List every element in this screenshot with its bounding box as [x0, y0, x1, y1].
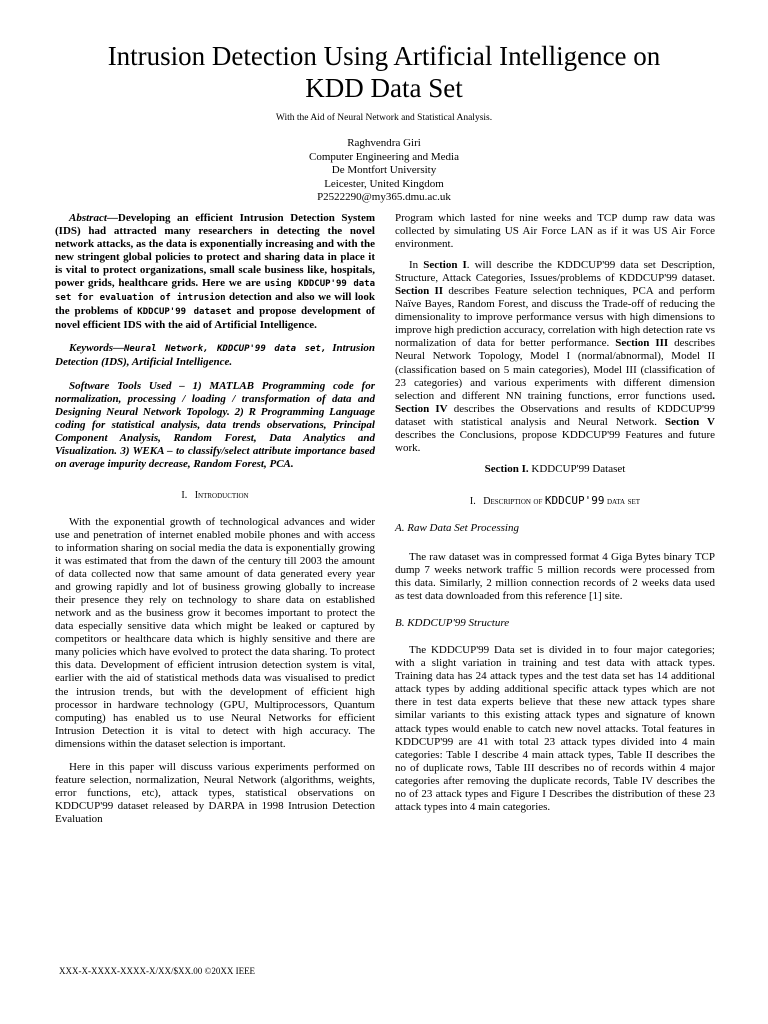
abstract-mono-2: KDDCUP'99 dataset	[137, 307, 232, 318]
overview-section-1: Section I	[423, 259, 467, 272]
overview-text-1: In	[409, 259, 424, 272]
paper-subtitle: With the Aid of Neural Network and Statistical Analysis.	[275, 113, 493, 123]
keywords-text: Intrusion Detection (IDS), Artificial Intelligence.	[55, 342, 375, 369]
description-heading	[395, 494, 715, 508]
right-column	[395, 212, 715, 814]
abstract-text-b: detection and also we will look the problems of	[55, 291, 375, 318]
section-i-heading	[395, 463, 715, 476]
left-column	[55, 212, 375, 826]
overview-text-3: describes Feature selection techniques, PCA and perform Naïve Bayes, Random Forest, and discuss the Trade-off of reducing the dimensionality to improve performance versus with high dimensions to improve high prediction accuracy, correlation with high detection rate vs normalization of data for better performance.	[395, 285, 716, 350]
author-block	[0, 137, 768, 205]
overview-section-4: . Section IV	[395, 389, 715, 415]
keywords	[55, 342, 375, 369]
software-tools: Software Tools Used – 1) MATLAB Programming code for normalization, processing / loading / transformation of data and Designing Neural Network Topology. 2) R Programming Language coding for statistical analysis, data trends observations, Principal Component Analysis, Random Forest, Data Analytics and Visualization. 3) WEKA – to classify/select attribute importance based on average impurity decrease, Random Forest, PCA.	[55, 379, 375, 470]
sections-overview	[395, 259, 715, 455]
title-line-1: Intrusion Detection Using Artificial Intelligence on	[107, 41, 661, 71]
intro-heading	[55, 489, 375, 502]
overview-text-4: describes Neural Network Topology, Model I (normal/abnormal), Model II (classification based on 5 main categories), Model III (classification of 23 categories) and various experiments with different dimension selection and different NN training functions, error functions used	[395, 337, 716, 402]
subsection-b-para: The KDDCUP'99 Data set is divided in to four major categories; with a slight variation in training and test data with attack types. Training data has 24 attack types and the test data set has 14 additional attack types by adding additional specific attack types which are not there in test data experts believe that these new attack types share similar variants to this existing attack types and signature of known attack types would enable to catch new novel attacks. Total features in KDDCUP'99 are 41 with total 23 attack types divided into 4 main categories: Table I describe 4 main attack types, Table II describes the no of duplicate rows, Table III describes no of records within 4 major categories after removing the duplicate records, Table IV describes the no of 23 attack types and Figure I Describes the distribution of these 23 attack types into 4 main categories.	[395, 644, 715, 813]
overview-text-5: describes the Observations and results of KDDCUP'99 dataset with statistical analysis and Neural Network.	[395, 402, 715, 428]
abstract-dash: —	[106, 212, 118, 224]
keywords-mono: Neural Network, KDDCUP'99 data set,	[124, 344, 327, 355]
author-dept: Computer Engineering and Media	[309, 150, 459, 163]
overview-section-3: Section III	[615, 337, 669, 350]
intro-para-1: With the exponential growth of technological advances and wider use and penetration of internet enabled mobile phones and with access to information sharing on social media the data is exponentially growing it was estimated that from the dawn of the century till 2003 the amount of data collected now that same amount of data generated every year and growing rapidly and lot of business growing globally to increase their presence they rely on technology to share data on established network and as the business grow it becomes important to protect the data especially sensitive data which might be leaked or captured by competitors or healthcare data which is highly sensitive and there are many policies which have evolved to protect the data sharing. To protect this data. Development of efficient intrusion detection system is vital, earlier with the aid of statistical methods data was visualised to predict the intrusion trends, but with the development of efficient high processor in hardware technology (GPU, Multiprocessors, Quantum computing) has enabled us to use Neural Networks for efficient Intrusion Detection it is vital to detect with high accuracy. The dimensions within the dataset selection is important.	[55, 515, 375, 750]
abstract-text-c: and propose development of novel efficient IDS with the aid of Artificial Intelligence.	[55, 305, 375, 332]
subsection-a-para: The raw dataset was in compressed format 4 Giga Bytes binary TCP dump 7 weeks network traffic 5 million records were processed from this data. Similarly, 2 million connection records of 2 weeks data used as test data downloaded from this reference [1] site.	[395, 550, 715, 603]
intro-heading-text: Introduction	[194, 489, 249, 501]
author-university: De Montfort University	[331, 164, 437, 176]
description-mono: KDDCUP'99	[544, 493, 605, 507]
overview-text-2: . will describe the KDDCUP'99 data set Description, Structure, Attack Categories, Issues/problems of KDDCUP'99 dataset.	[395, 259, 715, 285]
abstract-mono: using KDDCUP'99 data set for evaluation of intrusion	[55, 279, 376, 304]
section-i-label: Section I.	[484, 462, 529, 475]
author-location: Leicester, United Kingdom	[324, 177, 444, 190]
abstract	[55, 212, 375, 332]
paper-title	[0, 40, 768, 104]
intro-numeral: I.	[181, 489, 188, 501]
title-line-2: KDD Data Set	[305, 73, 463, 103]
copyright-footer: XXX-X-XXXX-XXXX-X/XX/$XX.00 ©20XX IEEE	[59, 966, 256, 976]
section-i-title: KDDCUP'99 Dataset	[528, 462, 626, 475]
overview-section-2: Section II	[395, 285, 444, 298]
keywords-label: Keywords—	[69, 342, 124, 355]
abstract-text-a: Developing an efficient Intrusion Detection System (IDS) had attracted many researchers in detecting the novel network attacks, as the data is exponentially increasing and with the new stringent global policies to protect and sharing data in place it is vital to protect organizations, small scale business like, hospitals, power grids, healthcare grids. Here we are	[55, 212, 375, 290]
overview-text-6: describes the Conclusions, propose KDDCUP'99 Features and future work.	[395, 428, 715, 454]
subsection-a-heading: A. Raw Data Set Processing	[395, 521, 519, 534]
intro-para-2: Here in this paper will discuss various experiments performed on feature selection, normalization, Neural Network (algorithms, weights, error functions, etc), attack types, statistical observations on KDDCUP'99 dataset released by DARPA in 1998 Intrusion Detection Evaluation	[55, 760, 375, 825]
right-para-0: Program which lasted for nine weeks and TCP dump raw data was collected by simulating US Air Force LAN as if it was US Air Force environment.	[395, 212, 715, 251]
author-email: P2522290@my365.dmu.ac.uk	[317, 191, 451, 203]
description-text-b: data set	[604, 495, 641, 507]
abstract-label: Abstract	[69, 212, 107, 224]
description-numeral: I.	[469, 495, 476, 507]
author-name: Raghvendra Giri	[347, 137, 421, 149]
description-text-a: Description of	[483, 495, 545, 507]
subsection-b-heading: B. KDDCUP'99 Structure	[395, 617, 510, 630]
overview-section-5: Section V	[665, 415, 715, 428]
